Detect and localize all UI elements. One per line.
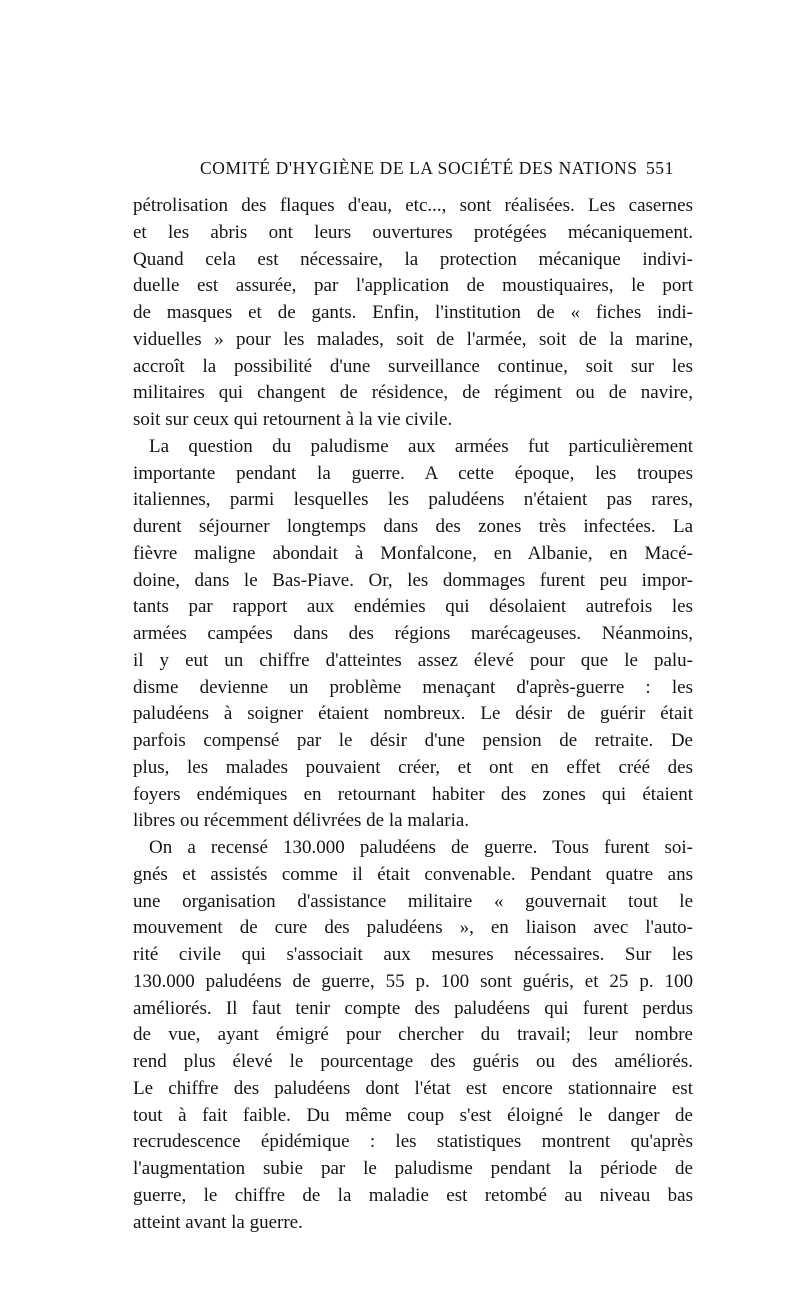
text-line: libres ou récemment délivrées de la malaria. — [133, 810, 470, 832]
text-line: La question du paludisme aux armées fut particulièrement — [149, 435, 693, 457]
text-line: l'augmentation subie par le paludisme pendant la période de — [133, 1158, 693, 1179]
text-line: plus, les malades pouvaient créer, et ont en effet créé des — [133, 756, 693, 778]
text-line: italiennes, parmi lesquelles les paludéens n'étaient pas rares, — [133, 489, 693, 511]
text-line: tout à fait faible. Du même coup s'est éloigné le danger de — [133, 1104, 693, 1126]
text-line: importante pendant la guerre. A cette époque, les troupes — [133, 462, 693, 484]
text-line: mouvement de cure des paludéens », en liaison avec l'auto- — [133, 917, 693, 939]
text-line: 130.000 paludéens de guerre, 55 p. 100 sont guéris, et 25 p. 100 — [133, 970, 693, 992]
text-line: militaires qui changent de résidence, de régiment ou de navire, — [133, 382, 693, 404]
text-line: et les abris ont leurs ouvertures protégées mécaniquement. — [133, 221, 693, 243]
text-line: Quand cela est nécessaire, la protection mécanique indivi- — [133, 248, 693, 270]
text-line: de vue, ayant émigré pour chercher du travail; leur nombre — [133, 1024, 693, 1046]
text-line: On a recensé 130.000 paludéens de guerre. Tous furent soi- — [149, 837, 693, 858]
text-line: disme devienne un problème menaçant d'après-guerre : les — [133, 676, 693, 698]
paragraph — [133, 835, 693, 1236]
text-line: atteint avant la guerre. — [133, 1211, 303, 1233]
text-line: fièvre maligne abondait à Monfalcone, en Albanie, en Macé- — [133, 542, 693, 564]
body-text — [133, 193, 693, 1236]
text-line: guerre, le chiffre de la maladie est retombé au niveau bas — [133, 1184, 693, 1206]
text-line: accroît la possibilité d'une surveillance continue, soit sur les — [133, 355, 693, 377]
text-line: il y eut un chiffre d'atteintes assez élevé pour que le palu- — [133, 649, 693, 671]
text-line: rend plus élevé le pourcentage des guéris ou des améliorés. — [133, 1051, 693, 1072]
text-line: viduelles » pour les malades, soit de l'armée, soit de la marine, — [133, 328, 693, 350]
page-number: 551 — [645, 158, 674, 178]
running-head — [200, 158, 674, 184]
text-line: parfois compensé par le désir d'une pension de retraite. De — [133, 730, 693, 751]
text-line: améliorés. Il faut tenir compte des paludéens qui furent perdus — [133, 997, 693, 1019]
paragraph — [133, 434, 693, 835]
text-line: durent séjourner longtemps dans des zones très infectées. La — [133, 516, 693, 537]
running-title: COMITÉ D'HYGIÈNE DE LA SOCIÉTÉ DES NATIONS — [200, 158, 638, 178]
text-line: rité civile qui s'associait aux mesures nécessaires. Sur les — [133, 944, 693, 965]
text-line: doine, dans le Bas-Piave. Or, les dommages furent peu impor- — [133, 569, 693, 591]
text-line: gnés et assistés comme il était convenable. Pendant quatre ans — [133, 863, 693, 885]
text-line: une organisation d'assistance militaire « gouvernait tout le — [133, 890, 693, 912]
text-line: recrudescence épidémique : les statistiques montrent qu'après — [133, 1131, 693, 1153]
text-line: foyers endémiques en retournant habiter des zones qui étaient — [133, 783, 693, 805]
text-line: pétrolisation des flaques d'eau, etc..., sont réalisées. Les casernes — [133, 195, 693, 216]
text-line: tants par rapport aux endémies qui désolaient autrefois les — [133, 596, 693, 618]
text-line: duelle est assurée, par l'application de moustiquaires, le port — [133, 275, 693, 297]
text-line: armées campées dans des régions marécageuses. Néanmoins, — [133, 623, 693, 644]
text-line: paludéens à soigner étaient nombreux. Le désir de guérir était — [133, 703, 693, 725]
paragraph — [133, 193, 693, 434]
text-line: de masques et de gants. Enfin, l'institution de « fiches indi- — [133, 302, 693, 323]
text-line: Le chiffre des paludéens dont l'état est encore stationnaire est — [133, 1077, 693, 1099]
text-line: soit sur ceux qui retournent à la vie civile. — [133, 409, 453, 430]
